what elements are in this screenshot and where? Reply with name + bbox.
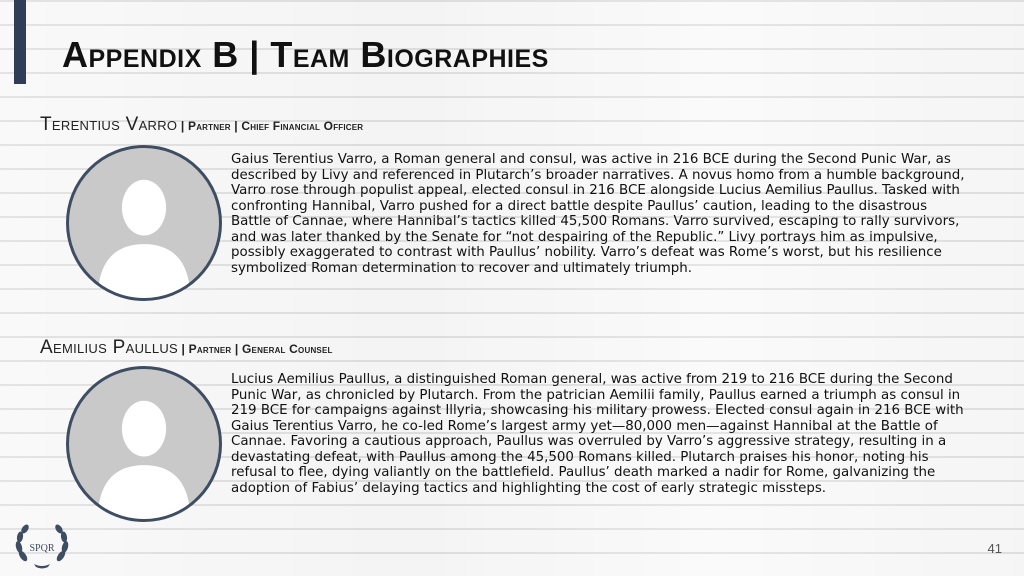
page-title: Appendix B | Team Biographies [62, 34, 549, 75]
logo-text: SPQR [29, 543, 55, 554]
laurel-wreath-icon [12, 522, 72, 570]
member-name: Aemilius Paullus [40, 337, 179, 358]
avatar-paullus [66, 366, 222, 522]
heading-separator: | [177, 119, 188, 133]
page-number: 41 [987, 541, 1002, 556]
title-accent-bar [14, 0, 26, 84]
heading-separator: | [178, 342, 189, 356]
member-bio: Lucius Aemilius Paullus, a distinguished Roman general, was active from 219 to 216 BCE during the Second Punic War, as chronicled by Plutarch. From the patrician Aemilii family, Paullus earned a triumph as consul in 219 BCE for campaigns against Illyria, showcasing his military prowess. Elected consul again in 216 BCE with Gaius Terentius Varro, he co-led Rome’s largest army yet—80,000 men—against Hannibal at the Battle of Cannae. Favoring a cautious approach, Paullus was overruled by Varro’s aggressive strategy, resulting in a devastating defeat, with Paullus among the 45,500 Romans killed. Plutarch praises his honor, noting his refusal to flee, dying valiantly on the battlefield. Paullus’ death marked a nadir for Rome, galvanizing the adoption of Fabius’ delaying tactics and highlighting the cost of early strategic missteps. [231, 372, 964, 496]
person-silhouette-icon [69, 148, 219, 298]
member-role: Partner | General Counsel [188, 342, 333, 356]
avatar-varro [66, 145, 222, 301]
member-heading-paullus [40, 337, 333, 359]
member-name: Terentius Varro [40, 114, 178, 135]
member-heading-varro [40, 114, 363, 136]
member-role: Partner | Chief Financial Officer [188, 119, 364, 133]
person-silhouette-icon [69, 369, 219, 519]
member-bio: Gaius Terentius Varro, a Roman general and consul, was active in 216 BCE during the Second Punic War, as described by Livy and referenced in Plutarch’s broader narratives. A novus homo from a humble background, Varro rose through populist appeal, elected consul in 216 BCE alongside Lucius Aemilius Paullus. Tasked with confronting Hannibal, Varro pushed for a direct battle despite Paullus’ caution, leading to the disastrous Battle of Cannae, where Hannibal’s tactics killed 45,500 Romans. Varro survived, escaping to rally survivors, and was later thanked by the Senate for “not despairing of the Republic.” Livy portrays him as impulsive, possibly exaggerated to contrast with Paullus’ nobility. Varro’s defeat was Rome’s worst, but his resilience symbolized Roman determination to recover and ultimately triumph. [231, 152, 965, 276]
